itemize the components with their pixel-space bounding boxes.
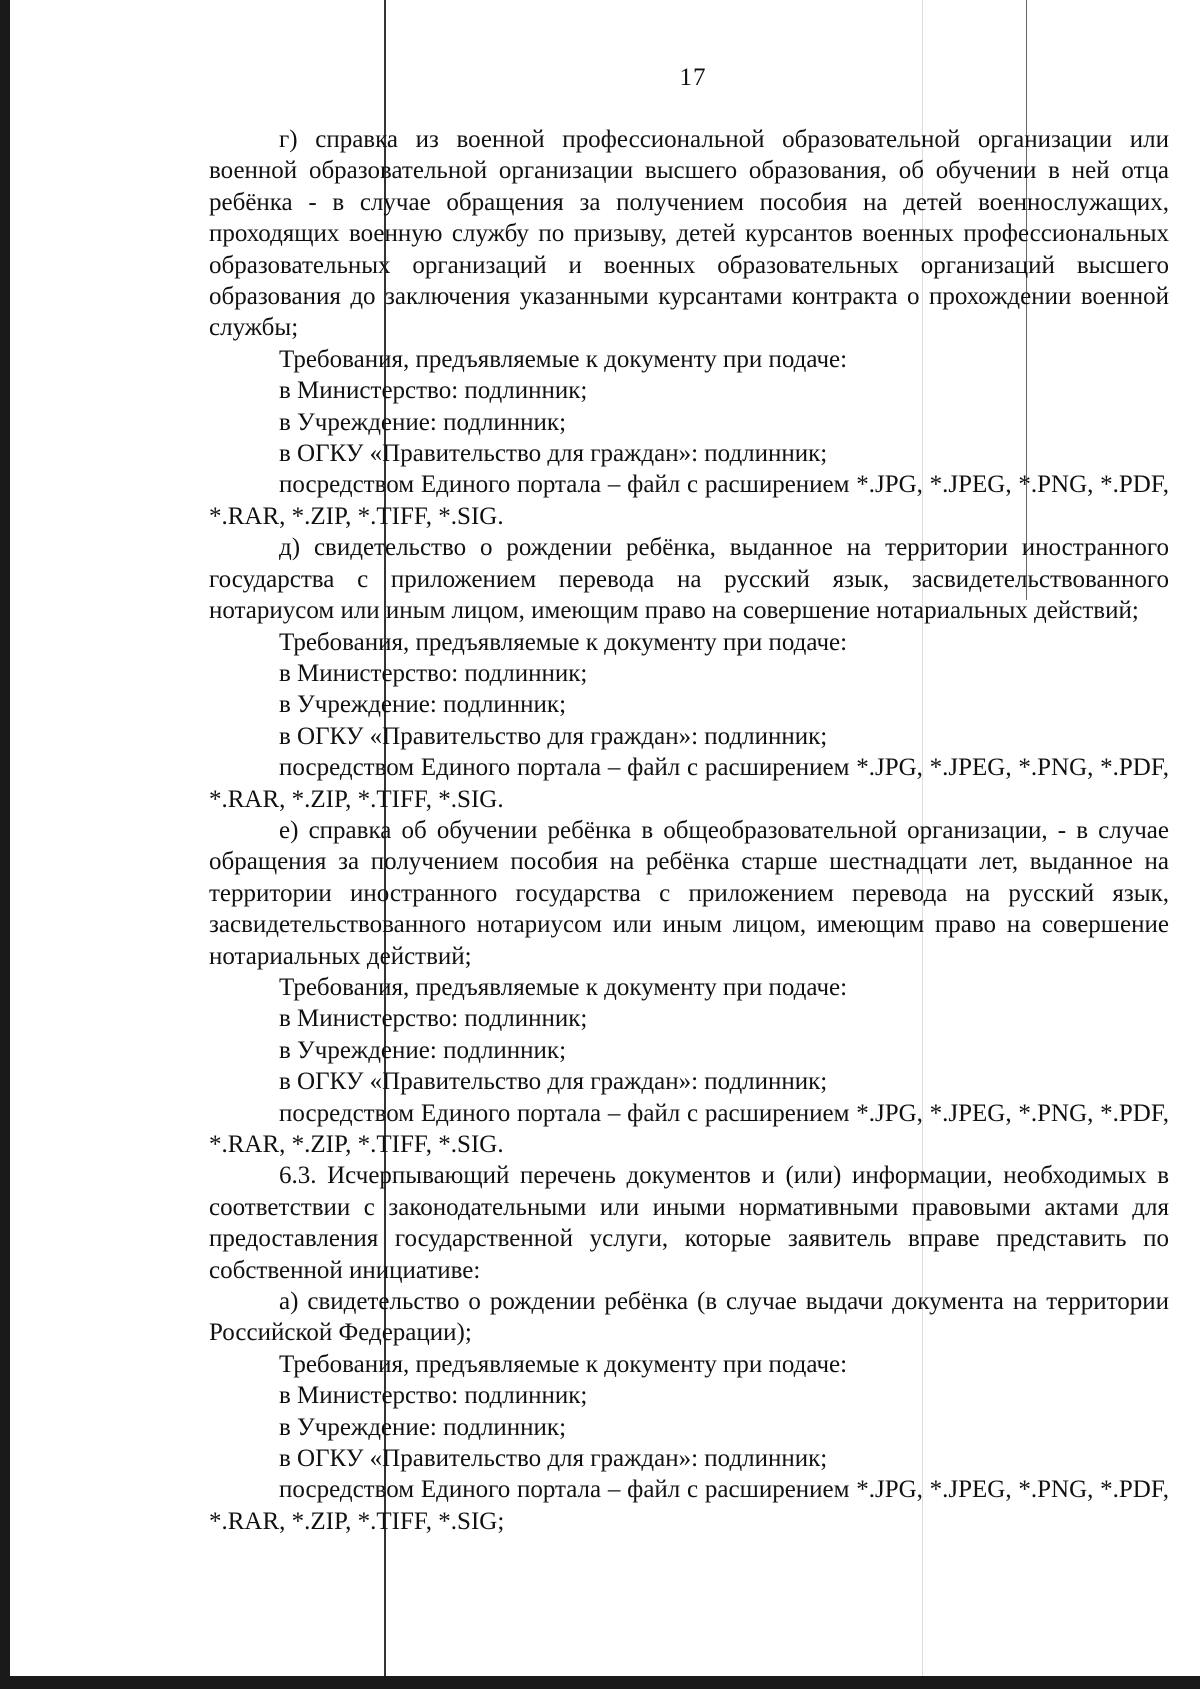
document-paragraph: посредством Единого портала – файл с расширением *.JPG, *.JPEG, *.PNG, *.PDF, *.RAR, *.ZIP, *.TIFF, *.SIG;: [209, 1476, 1169, 1535]
document-line: Требования, предъявляемые к документу при подаче:: [279, 628, 848, 656]
document-line: в ОГКУ «Правительство для граждан»: подлинник;: [279, 440, 828, 468]
document-line: в ОГКУ «Правительство для граждан»: подлинник;: [279, 722, 828, 750]
document-paragraph: е) справка об обучении ребёнка в общеобразовательной организации, - в случае обращения за получением пособия на ребёнка старше шестнадцати лет, выданное на территории иностранного государства с приложением перевода на русский язык, засвидетельствованного нотариусом или иным лицом, имеющим право на совершение нотариальных действий;: [209, 816, 1169, 970]
document-line: в Министерство: подлинник;: [279, 1382, 588, 1410]
scan-edge-left: [0, 0, 10, 1689]
document-line: в Министерство: подлинник;: [279, 659, 588, 687]
scan-edge-bottom: [0, 1676, 1200, 1689]
document-line: в Учреждение: подлинник;: [279, 1413, 567, 1441]
page-number: [0, 64, 1200, 92]
document-paragraph: а) свидетельство о рождении ребёнка (в случае выдачи документа на территории Российской Федерации);: [209, 1288, 1169, 1347]
document-line: Требования, предъявляемые к документу при подаче:: [279, 973, 848, 1001]
document-paragraph: 6.3. Исчерпывающий перечень документов и (или) информации, необходимых в соответствии с законодательными или иными нормативными правовыми актами для предоставления государственной услуги, которые заявитель вправе представить по собственной инициативе:: [209, 1162, 1169, 1284]
document-line: в Учреждение: подлинник;: [279, 691, 567, 719]
document-body: [209, 124, 1169, 1537]
page-number-text: 17: [679, 64, 707, 91]
document-line: в ОГКУ «Правительство для граждан»: подлинник;: [279, 1445, 828, 1473]
document-paragraph: д) свидетельство о рождении ребёнка, выданное на территории иностранного государства с приложением перевода на русский язык, засвидетельствованного нотариусом или иным лицом, имеющим право на совершение нотариальных действий;: [209, 534, 1169, 625]
document-line: в Учреждение: подлинник;: [279, 408, 567, 436]
document-line: Требования, предъявляемые к документу при подаче:: [279, 1350, 848, 1378]
document-paragraph: г) справка из военной профессиональной образовательной организации или военной образовательной организации высшего образования, об обучении в ней отца ребёнка - в случае обращения за получением пособия на детей военнослужащих, проходящих военную службу по призыву, детей курсантов военных профессиональных образовательных организаций и военных образовательных организаций высшего образования до заключения указанными курсантами контракта о прохождении военной службы;: [209, 126, 1169, 342]
document-line: в Министерство: подлинник;: [279, 1005, 588, 1033]
document-line: Требования, предъявляемые к документу при подаче:: [279, 345, 848, 373]
document-paragraph: посредством Единого портала – файл с расширением *.JPG, *.JPEG, *.PNG, *.PDF, *.RAR, *.ZIP, *.TIFF, *.SIG.: [209, 1099, 1169, 1158]
document-paragraph: посредством Единого портала – файл с расширением *.JPG, *.JPEG, *.PNG, *.PDF, *.RAR, *.ZIP, *.TIFF, *.SIG.: [209, 754, 1169, 813]
document-line: в Министерство: подлинник;: [279, 377, 588, 405]
document-line: в ОГКУ «Правительство для граждан»: подлинник;: [279, 1068, 828, 1096]
document-line: в Учреждение: подлинник;: [279, 1036, 567, 1064]
document-paragraph: посредством Единого портала – файл с расширением *.JPG, *.JPEG, *.PNG, *.PDF, *.RAR, *.ZIP, *.TIFF, *.SIG.: [209, 471, 1169, 530]
